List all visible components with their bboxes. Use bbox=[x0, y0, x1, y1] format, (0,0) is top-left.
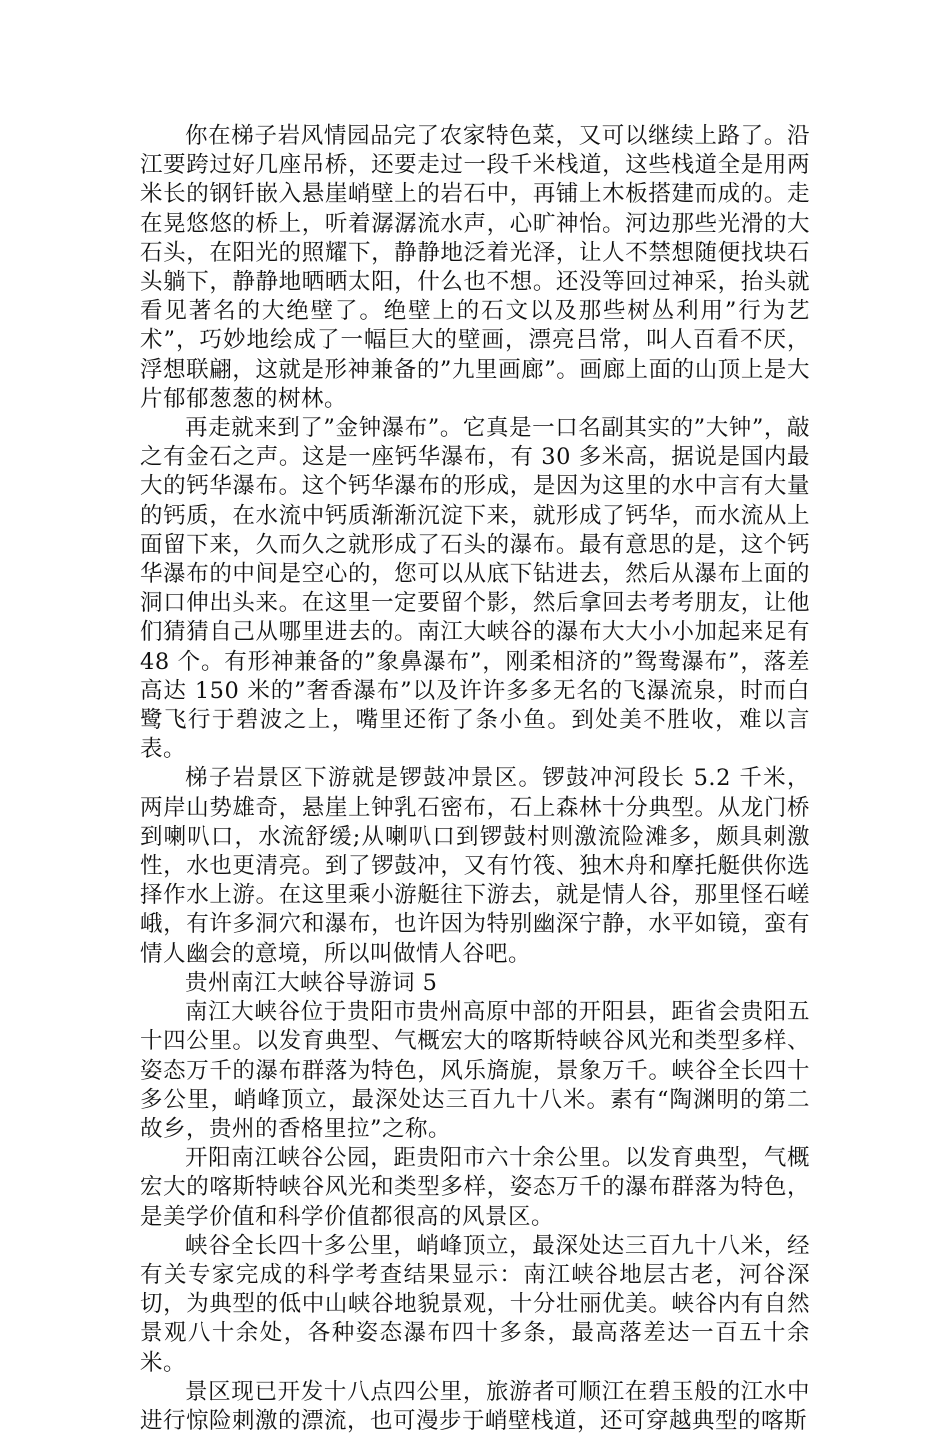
paragraph-scenic-development: 景区现已开发十八点四公里，旅游者可顺江在碧玉般的江水中进行惊险刺激的漂流，也可漫步于峭壁栈道，还可穿越典型的喀斯 bbox=[140, 1378, 810, 1434]
paragraph-canyon-survey: 峡谷全长四十多公里，峭峰顶立，最深处达三百九十八米，经有关专家完成的科学考查结果显示：南江峡谷地层古老，河谷深切，为典型的低中山峡谷地貌景观，十分壮丽优美。峡谷内有自然景观八十余处，各种姿态瀑布四十多条，最高落差达一百五十余米。 bbox=[140, 1232, 810, 1376]
paragraph-golden-bell-waterfall: 再走就来到了”金钟瀑布”。它真是一口名副其实的”大钟”，敲之有金石之声。这是一座钙华瀑布，有 30 多米高，据说是国内最大的钙华瀑布。这个钙华瀑布的形成，是因为这里的水中言有大量的钙质，在水流中钙质渐渐沉淀下来，就形成了钙华，而水流从上面留下来，久而久之就形成了石头的瀑布。最有意思的是，这个钙华瀑布的中间是空心的，您可以从底下钻进去，然后从瀑布上面的洞口伸出头来。在这里一定要留个影，然后拿回去考考朋友，让他们猜猜自己从哪里进去的。南江大峡谷的瀑布大大小小加起来足有48 个。有形神兼备的”象鼻瀑布”，刚柔相济的”鸳鸯瀑布”，落差高达 150 米的”奢香瀑布”以及许许多多无名的飞瀑流泉，时而白鹭飞行于碧波之上，嘴里还衔了条小鱼。到处美不胜收，难以言表。 bbox=[140, 415, 810, 763]
paragraph-canyon-location: 南江大峡谷位于贵阳市贵州高原中部的开阳县，距省会贵阳五十四公里。以发育典型、气概宏大的喀斯特峡谷风光和类型多样、姿态万千的瀑布群落为特色，风乐旖旎，景象万千。峡谷全长四十多公里，峭峰顶立，最深处达三百九十八米。素有“陶渊明的第二故乡，贵州的香格里拉”之称。 bbox=[140, 999, 810, 1142]
paragraph-luoguchong: 梯子岩景区下游就是锣鼓冲景区。锣鼓冲河段长 5.2 千米，两岸山势雄奇，悬崖上钟乳石密布，石上森林十分典型。从龙门桥到喇叭口，水流舒缓;从喇叭口到锣鼓村则激流险滩多，颇具刺激性，水也更清亮。到了锣鼓冲，又有竹筏、独木舟和摩托艇供你选择作水上游。在这里乘小游艇往下游去，就是情人谷，那里怪石嵯峨，有许多洞穴和瀑布，也许因为特别幽深宁静，水平如镜，蛮有情人幽会的意境，所以叫做情人谷吧。 bbox=[140, 765, 810, 967]
document-body bbox=[140, 122, 810, 1436]
section-heading: 贵州南江大峡谷导游词 5 bbox=[185, 969, 438, 996]
paragraph-canyon-park: 开阳南江峡谷公园，距贵阳市六十余公里。以发育典型，气概宏大的喀斯特峡谷风光和类型多样，姿态万千的瀑布群落为特色，是美学价值和科学价值都很高的风景区。 bbox=[140, 1145, 810, 1230]
paragraph-tizi-rock: 你在梯子岩风情园品完了农家特色菜，又可以继续上路了。沿江要跨过好几座吊桥，还要走过一段千米栈道，这些栈道全是用两米长的钢钎嵌入悬崖峭壁上的岩石中，再铺上木板搭建而成的。走在晃悠悠的桥上，听着潺潺流水声，心旷神怡。河边那些光滑的大石头，在阳光的照耀下，静静地泛着光泽，让人不禁想随便找块石头躺下，静静地晒晒太阳，什么也不想。还没等回过神采，抬头就看见著名的大绝壁了。绝壁上的石文以及那些树丛利用”行为艺术”，巧妙地绘成了一幅巨大的壁画，漂亮吕常，叫人百看不厌，浮想联翩，这就是形神兼备的”九里画廊”。画廊上面的山顶上是大片郁郁葱葱的树林。 bbox=[140, 123, 810, 412]
